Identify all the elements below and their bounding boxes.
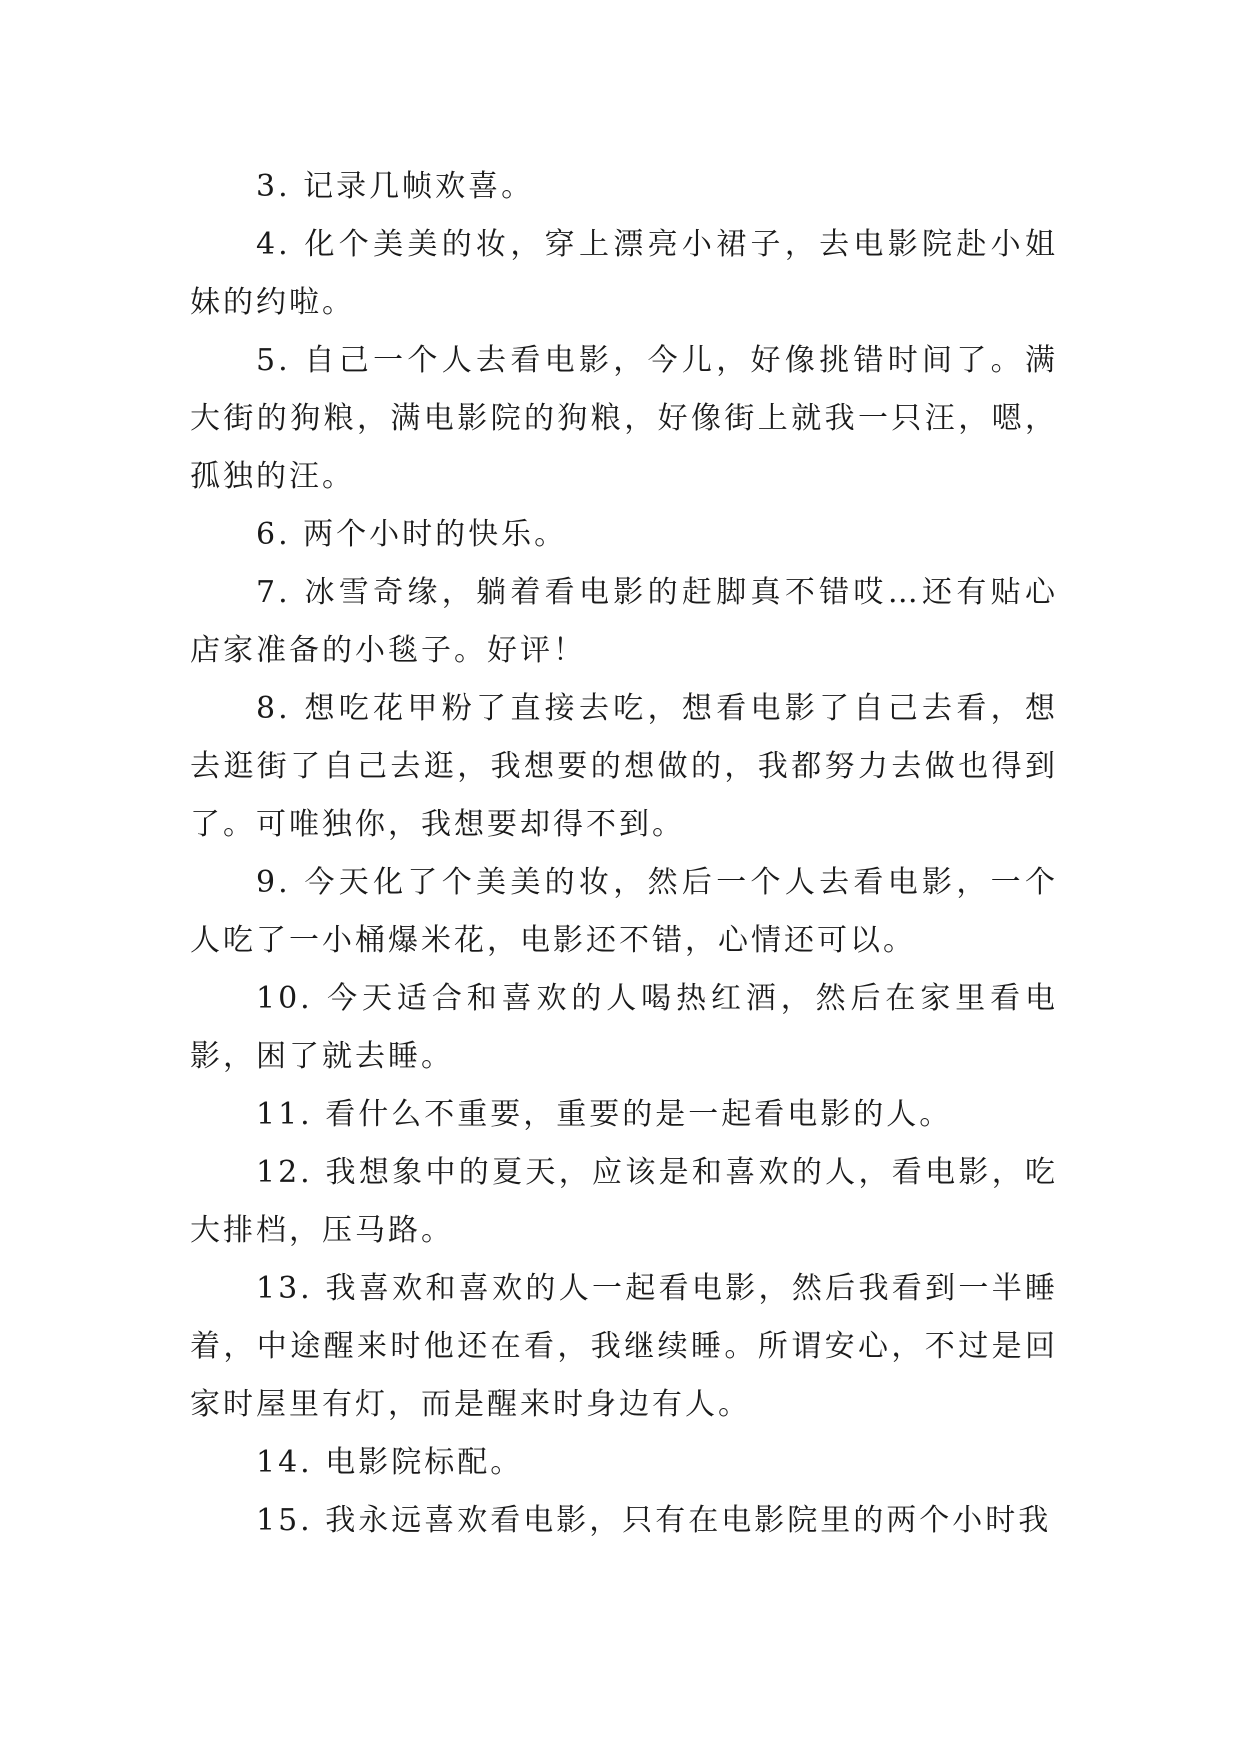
list-item-11: 11. 看什么不重要，重要的是一起看电影的人。 xyxy=(256,1097,953,1132)
list-item-3: 3. 记录几帧欢喜。 xyxy=(256,169,535,204)
list-item-14: 14. 电影院标配。 xyxy=(256,1445,524,1480)
list-item-10: 10. 今天适合和喜欢的人喝热红酒，然后在家里看电影，困了就去睡。 xyxy=(190,981,1058,1074)
list-item-8: 8. 想吃花甲粉了直接去吃，想看电影了自己去看，想去逛街了自己去逛，我想要的想做的，我都努力去做也得到了。可唯独你，我想要却得不到。 xyxy=(190,691,1058,842)
list-item-13: 13. 我喜欢和喜欢的人一起看电影，然后我看到一半睡着，中途醒来时他还在看，我继续睡。所谓安心，不过是回家时屋里有灯，而是醒来时身边有人。 xyxy=(190,1271,1058,1422)
document-body xyxy=(190,158,1058,1550)
list-item-6: 6. 两个小时的快乐。 xyxy=(256,517,568,552)
list-item-15: 15. 我永远喜欢看电影，只有在电影院里的两个小时我 xyxy=(256,1503,1052,1538)
list-item-12: 12. 我想象中的夏天，应该是和喜欢的人，看电影，吃大排档，压马路。 xyxy=(190,1155,1058,1248)
list-item-7: 7. 冰雪奇缘，躺着看电影的赶脚真不错哎…还有贴心店家准备的小毯子。好评！ xyxy=(190,575,1058,668)
list-item-9: 9. 今天化了个美美的妆，然后一个人去看电影，一个人吃了一小桶爆米花，电影还不错，心情还可以。 xyxy=(190,865,1058,958)
list-item-5: 5. 自己一个人去看电影，今儿，好像挑错时间了。满大街的狗粮，满电影院的狗粮，好像街上就我一只汪，嗯，孤独的汪。 xyxy=(190,343,1058,494)
list-item-4: 4. 化个美美的妆，穿上漂亮小裙子，去电影院赴小姐妹的约啦。 xyxy=(190,227,1058,320)
